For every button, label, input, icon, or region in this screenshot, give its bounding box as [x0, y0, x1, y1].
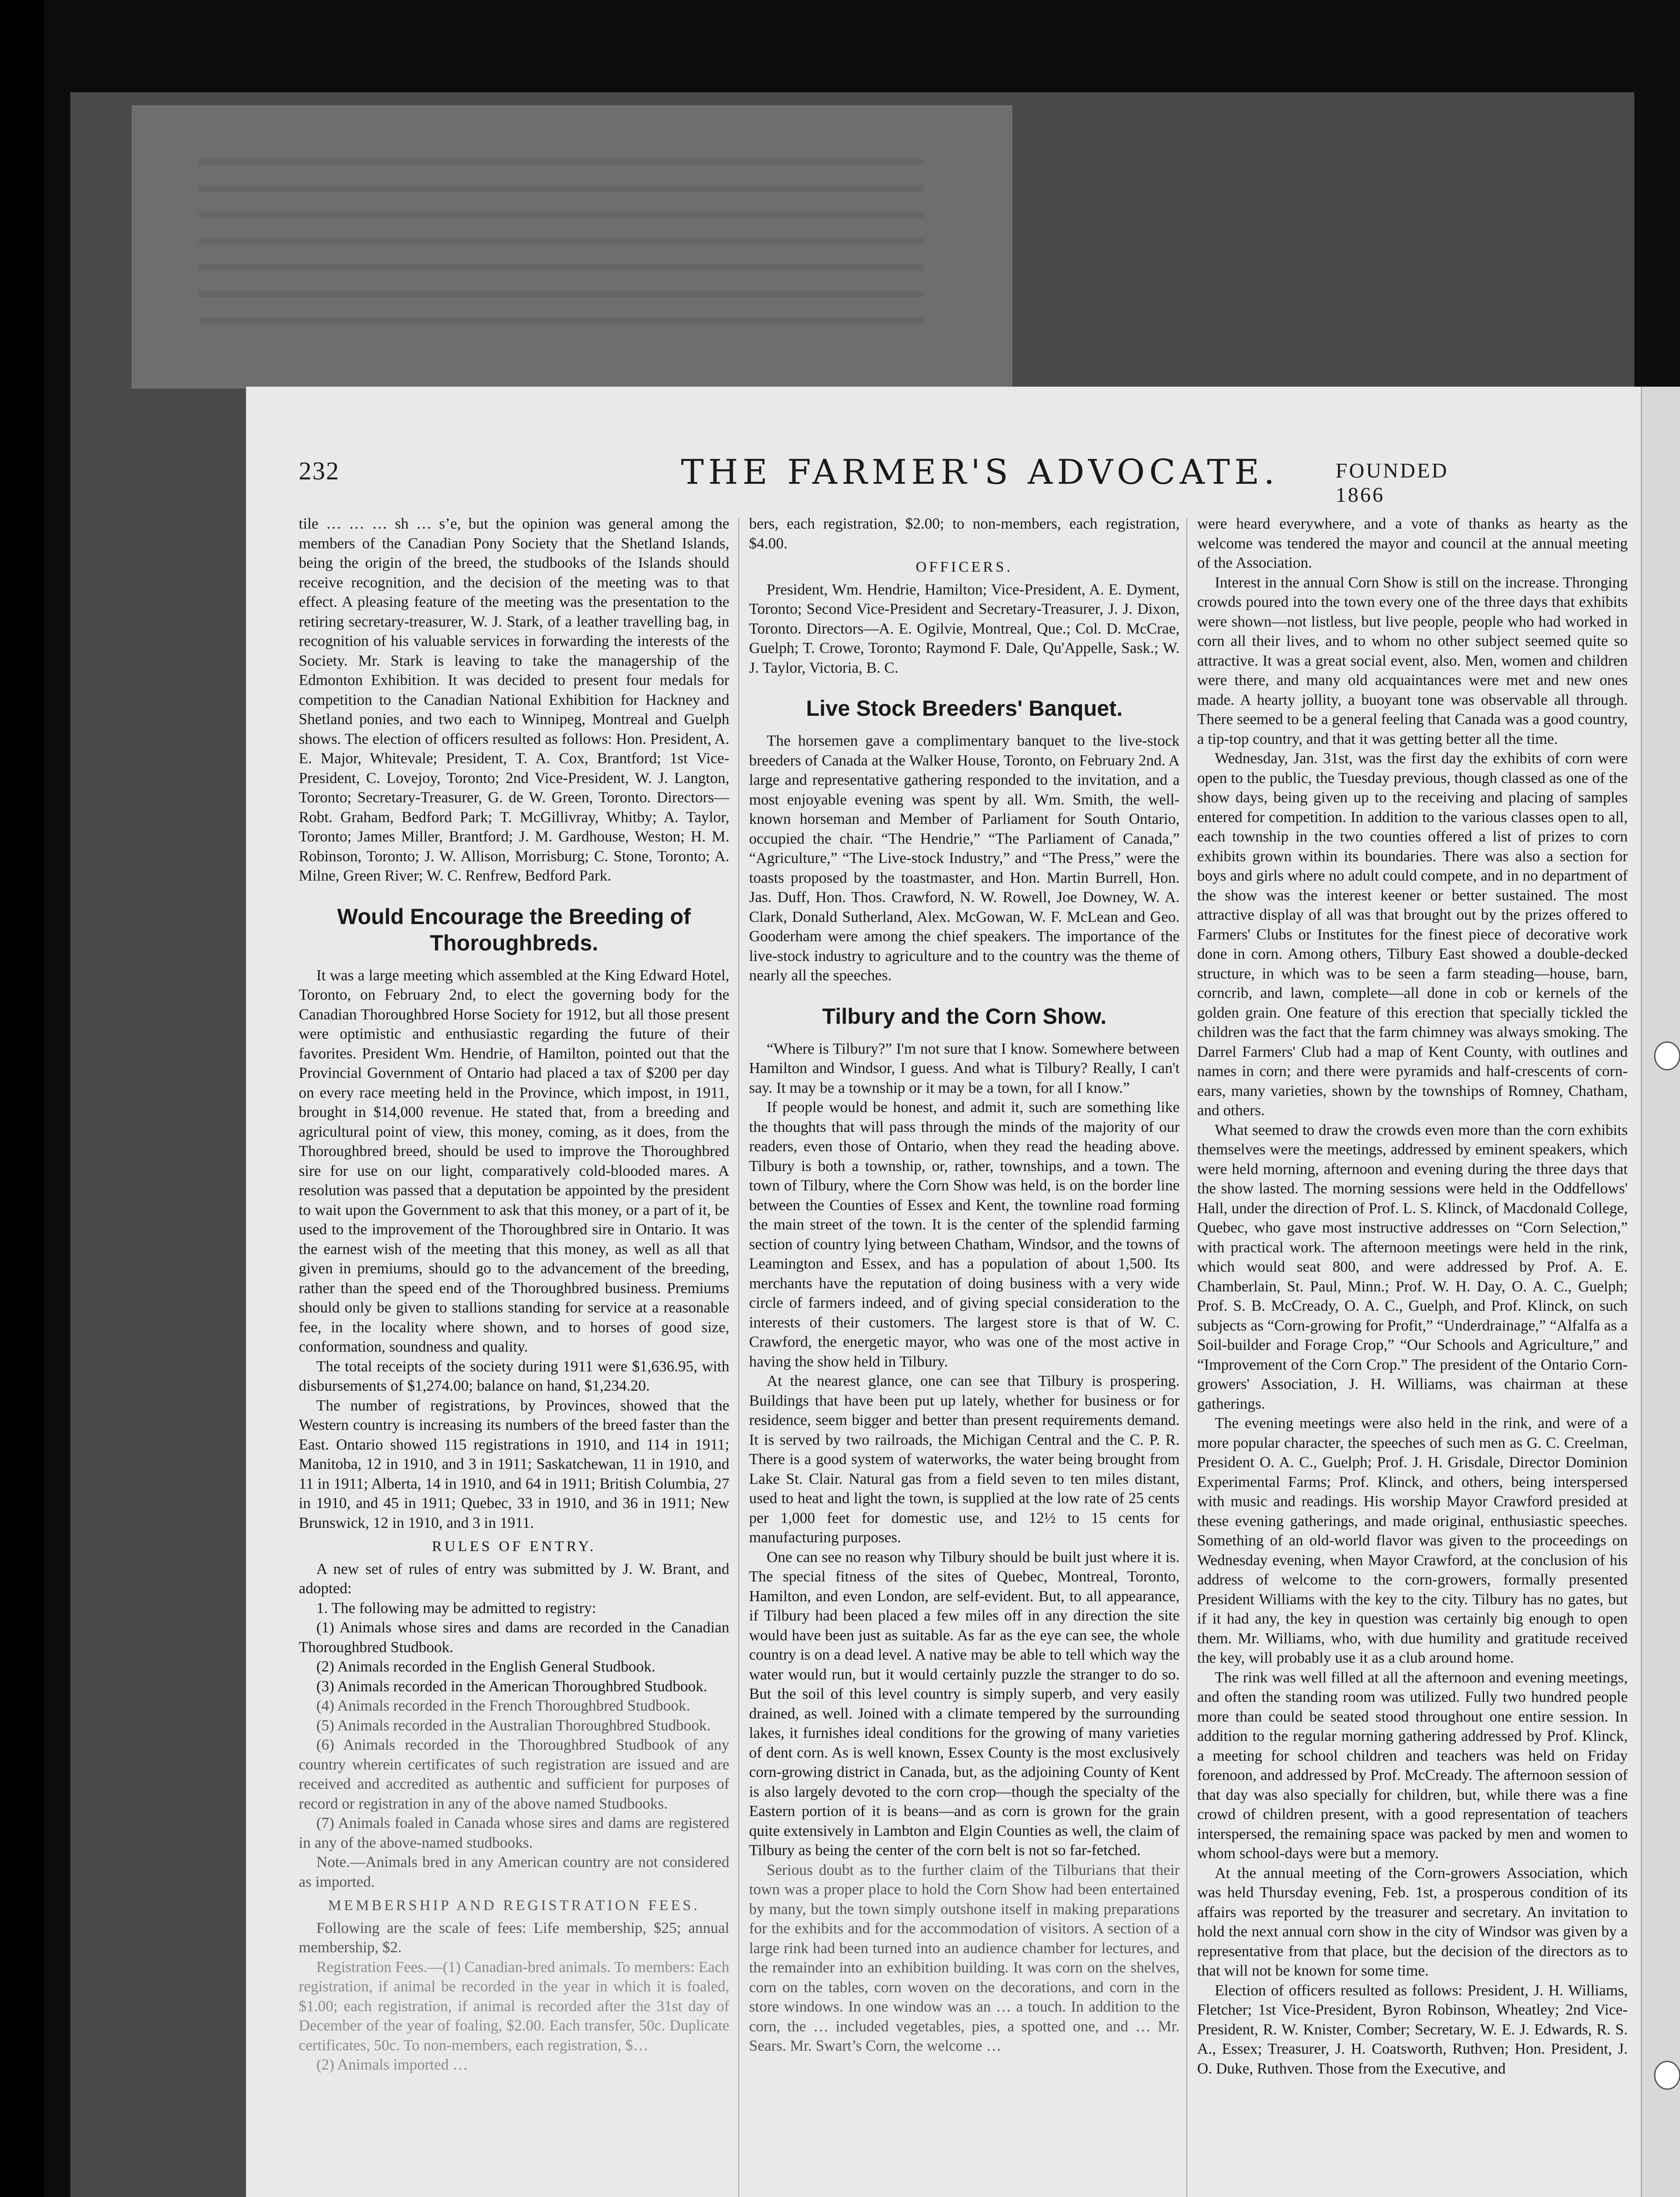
article-heading: Tilbury and the Corn Show.	[822, 1004, 1107, 1029]
article-paragraph: (3) Animals recorded in the American Thoroughbred Studbook.	[316, 1677, 707, 1695]
subheading: RULES OF ENTRY.	[432, 1538, 596, 1555]
column-2	[749, 514, 1180, 2056]
subheading: OFFICERS.	[916, 559, 1013, 575]
article-paragraph: At the annual meeting of the Corn-growers Association, which was held Thursday evening, Feb. 1st, a prosperous condition of its affairs was reported by the treasurer and secretary. An invitation to hold the next annual corn show in the city of Windsor was given by a representative from that place, but the decision of the directors as to that will not be known for some time.	[1197, 1864, 1628, 1979]
founded-note: FOUNDED 1866	[1336, 459, 1449, 507]
article-paragraph: (6) Animals recorded in the Thoroughbred Studbook of any country wherein certificates of such registration are issued and are received and accredited as authentic and sufficient for purposes of record or registration in any of the above named Studbooks.	[299, 1736, 729, 1812]
column-1	[299, 514, 729, 2075]
page-edge	[1641, 387, 1680, 2197]
article-paragraph: What seemed to draw the crowds even more than the corn exhibits themselves were the meetings, addressed by eminent speakers, which were held morning, afternoon and evening during the three days that the show lasted. The morning sessions were held in the Oddfellows' Hall, under the direction of Prof. L. S. Klinck, of Macdonald College, Quebec, who gave most instructive addresses on “Corn Selection,” with practical work. The afternoon meetings were held in the rink, which would seat 800, and were addressed by Prof. A. E. Chamberlain, St. Paul, Minn.; Prof. W. H. Day, O. A. C., Guelph; Prof. S. B. McCready, O. A. C., Guelph, and Prof. Klinck, on such subjects as “Corn-growing for Profit,” “Underdrainage,” “Alfalfa as a Soil-builder and Forage Crop,” “Our Schools and Agriculture,” and “Improvement of the Corn Crop.” The president of the Ontario Corn-growers' Association, J. H. Williams, was chairman at these gatherings.	[1197, 1121, 1628, 1412]
subheading: MEMBERSHIP AND REGISTRATION FEES.	[328, 1897, 700, 1914]
page-number: 232	[299, 457, 340, 485]
article-paragraph: At the nearest glance, one can see that Tilbury is prospering. Buildings that have been put up lately, whether for business or for residence, seem bigger and better than present requirements demand. It is served by two railroads, the Michigan Central and the C. P. R. There is a good system of waterworks, the water being brought from Lake St. Clair. Natural gas from a field seven to ten miles distant, used to heat and light the town, is supplied at the low rate of 25 cents per 1,000 feet for domestic use, and 12½ to 15 cents for manufacturing purposes.	[749, 1372, 1180, 1546]
article-paragraph: (1) Animals whose sires and dams are recorded in the Canadian Thoroughbred Studbook.	[299, 1619, 729, 1656]
article-paragraph: were heard everywhere, and a vote of thanks as hearty as the welcome was tendered the mayor and council at the annual meeting of the Association.	[1197, 515, 1628, 571]
article-paragraph: If people would be honest, and admit it, such are something like the thoughts that will pass through the minds of the majority of our readers, even those of Ontario, when they read the heading above. Tilbury is both a township, or, rather, townships, and a town. The town of Tilbury, where the Corn Show was held, is on the border line between the Counties of Essex and Kent, the townline road forming the main street of the town. It is the center of the splendid farming section of country lying between Chatham, Windsor, and the towns of Leamington and Essex, and has a population of about 1,500. Its merchants have the reputation of doing business with a very wide circle of farmers indeed, and of giving special consideration to the interests of their customers. The largest store is that of W. C. Crawford, the energetic mayor, who was one of the most active in having the show held in Tilbury.	[749, 1098, 1180, 1370]
article-paragraph: Note.—Animals bred in any American country are not considered as imported.	[299, 1853, 729, 1890]
article-paragraph: Serious doubt as to the further claim of the Tilburians that their town was a proper place to hold the Corn Show had been entertained by many, but the town simply outshone itself in making preparations for the exhibits and for the accommodation of visitors. A section of a large rink had been turned into an audience chamber for lectures, and the remainder into an exhibition building. It was corn on the shelves, corn on the tables, corn woven on the decorations, and corn in the store windows. In one window was an … a touch. In addition to the corn, the … included vegetables, pies, a spotted one, and … Mr. Sears. Mr. Swart’s Corn, the welcome …	[749, 1861, 1180, 2054]
article-paragraph: tile … … … sh … s’e, but the opinion was general among the members of the Canadian Pony Society that the Shetland Islands, being the origin of the breed, the studbooks of the Islands should receive recognition, and the decision of the meeting was to that effect. A pleasing feature of the meeting was the presentation to the retiring secretary-treasurer, W. J. Stark, of a leather travelling bag, in recognition of his valuable services in forwarding the interests of the Society. Mr. Stark is leaving to take the managership of the Edmonton Exhibition. It was decided to present four medals for competition to the Canadian National Exhibition for Hackney and Shetland ponies, and two each to Winnipeg, Montreal and Guelph shows. The election of officers resulted as follows: Hon. President, A. E. Major, Whitevale; President, T. A. Cox, Brantford; 1st Vice-President, C. Lovejoy, Toronto; 2nd Vice-President, W. J. Langton, Toronto; Secretary-Treasurer, G. de W. Green, Toronto. Directors—Robt. Graham, Bedford Park; T. McGillivray, Whitby; A. Taylor, Toronto; James Miller, Brantford; J. M. Gardhouse, Weston; H. M. Robinson, Toronto; J. W. Allison, Morrisburg; C. Stone, Toronto; A. Milne, Green River; W. C. Renfrew, Bedford Park.	[299, 515, 729, 884]
article-heading: Live Stock Breeders' Banquet.	[806, 696, 1123, 721]
article-paragraph: President, Wm. Hendrie, Hamilton; Vice-President, A. E. Dyment, Toronto; Second Vice-President and Secretary-Treasurer, J. J. Dixon, Toronto. Directors—A. E. Ogilvie, Montreal, Que.; Col. D. McCrae, Guelph; T. Crowe, Toronto; Raymond F. Dale, Qu'Appelle, Sask.; W. J. Taylor, Victoria, B. C.	[749, 580, 1180, 676]
article-paragraph: The rink was well filled at all the afternoon and evening meetings, and often the standing room was utilized. Fully two hundred people more than could be seated stood throughout one entire session. In addition to the regular morning gathering addressed by Prof. Klinck, a meeting for school children and teachers was held on Friday forenoon, and addressed by Prof. McCready. The afternoon session of that day was also specially for children, but, while there was a fine crowd of children present, with a good representation of teachers interspersed, the remaining space was packed by men and women to whom school-days were but a memory.	[1197, 1668, 1628, 1862]
article-paragraph: Election of officers resulted as follows: President, J. H. Williams, Fletcher; 1st Vice-President, Byron Robinson, Wheatley; 2nd Vice-President, R. W. Knister, Comber; Secretary, W. E. J. Edwards, R. S. A., Essex; Treasurer, J. H. Coatsworth, Ruthven; Hon. President, J. O. Duke, Ruthven. Those from the Executive, and	[1197, 1981, 1628, 2077]
article-paragraph: Following are the scale of fees: Life membership, $25; annual membership, $2.	[299, 1919, 729, 1956]
binding-hole	[1654, 1041, 1680, 1070]
article-paragraph: One can see no reason why Tilbury should be built just where it is. The special fitness of the sites of Quebec, Montreal, Toronto, Hamilton, and even London, are self-evident. But, to all appearance, if Tilbury had been placed a few miles off in any direction the site would have been just as suitable. As far as the eye can see, the whole country is on a dead level. A native may be able to tell which way the water would run, but it would certainly puzzle the stranger to do so. But the soil of this level country is simply superb, and very easily drained, as well. Joined with a climate tempered by the surrounding lakes, it furnishes ideal conditions for the growing of many varieties of dent corn. As is well known, Essex County is the most exclusively corn-growing district in Canada, but, as the adjoining County of Kent is also largely devoted to the corn crop—though the specialty of the Eastern portion of it is beans—and as corn is grown for the grain quite extensively in Lambton and Elgin Counties as well, the claim of Tilbury as being the center of the corn belt is not so far-fetched.	[749, 1548, 1180, 1859]
article-paragraph: The evening meetings were also held in the rink, and were of a more popular character, the speeches of such men as G. C. Creelman, President O. A. C., Guelph; Prof. J. H. Grisdale, Director Dominion Experimental Farms; Prof. Klinck, and others, being interspersed with music and readings. His worship Mayor Crawford presided at these evening gatherings, and made original, enthusiastic speeches. Something of an old-world flavor was given to the proceedings on Wednesday evening, when Mayor Crawford, at the conclusion of his address of welcome to the corn-growers, formally presented President Williams with the key to the city. Tilbury has no gates, but if it had any, the key in question was certainly big enough to open them. Mr. Williams, who, with due humility and gratitude received the key, will probably use it as a club around home.	[1197, 1414, 1628, 1666]
article-paragraph: Wednesday, Jan. 31st, was the first day the exhibits of corn were open to the public, the Tuesday previous, though classed as one of the show days, being given up to the receiving and placing of samples entered for competition. In addition to the various classes open to all, each township in the two counties offered a list of prizes to corn exhibits grown within its boundaries. There was also a section for boys and girls where no adult could compete, and in no department of the show was the interest keener or better sustained. The most attractive display of all was that brought out by the prizes offered to Farmers' Clubs or Institutes for the finest piece of decorative work done in corn. Among others, Tilbury East showed a double-decked structure, in which was to be seen a farm steading—house, barn, corncrib, and lawn, complete—all done in cob or kernels of the golden grain. One feature of this erection that specially tickled the children was the fact that the farm chimney was always smoking. The Darrel Farmers' Club had a map of Kent County, with outlines and names in corn; and there were pyramids and half-crescents of corn-ears, many varieties, shown by the townships of Romney, Chatham, and others.	[1197, 750, 1628, 1119]
article-paragraph: The total receipts of the society during 1911 were $1,636.95, with disbursements of $1,274.00; balance on hand, $1,234.20.	[299, 1357, 729, 1394]
article-paragraph: A new set of rules of entry was submitted by J. W. Brant, and adopted:	[299, 1560, 729, 1597]
article-paragraph: It was a large meeting which assembled at the King Edward Hotel, Toronto, on February 2nd, to elect the governing body for the Canadian Thoroughbred Horse Society for 1912, but all those present were optimistic and enthusiastic regarding the future of their favorites. President Wm. Hendrie, of Hamilton, pointed out that the Provincial Government of Ontario had placed a tax of $200 per day on every race meeting held in the Province, which impost, in 1911, brought in $14,000 revenue. He stated that, from a breeding and agricultural point of view, this money, coming, as it does, from the Thoroughbred breed, should be used to improve the Thoroughbred sire for use on our light, comparatively cold-blooded mares. A resolution was passed that a deputation be appointed by the president to wait upon the Government to ask that this money, or a part of it, be used to the improvement of the Thoroughbred sire in Ontario. It was the earnest wish of the meeting that this money, as well as all that given in premiums, should go to the advancement of the breeding, rather than the speed end of the Thoroughbred business. Premiums should only be given to stallions standing for service at a reasonable fee, in the locality where shown, and to horses of good size, conformation, soundness and quality.	[299, 966, 729, 1355]
column-3	[1197, 514, 1628, 2078]
masthead: THE FARMER'S ADVOCATE.	[681, 453, 1279, 492]
page-header	[299, 453, 1494, 507]
article-paragraph: The horsemen gave a complimentary banquet to the live-stock breeders of Canada at the Walker House, Toronto, on February 2nd. A large and representative gathering responded to the invitation, and a most enjoyable evening was spent by all. Wm. Smith, the well-known horseman and Member of Parliament for South Ontario, occupied the chair. “The Hendrie,” “The Parliament of Canada,” “Agriculture,” “The Live-stock Industry,” and “The Press,” were the toasts proposed by the toastmaster, and Hon. Martin Burrell, Hon. Jas. Duff, Hon. Thos. Crawford, N. W. Rowell, Joe Downey, W. A. Clark, Donald Sutherland, Alex. McGowan, W. F. McLean and Geo. Gooderham were among the chief speakers. The importance of the live-stock industry to agriculture and to the country was the theme of nearly all the speeches.	[749, 732, 1180, 984]
article-paragraph: (2) Animals recorded in the English General Studbook.	[316, 1658, 655, 1675]
article-paragraph: (5) Animals recorded in the Australian Thoroughbred Studbook.	[316, 1716, 711, 1734]
newspaper-page	[246, 387, 1680, 2197]
article-paragraph: (4) Animals recorded in the French Thoroughbred Studbook.	[316, 1697, 690, 1714]
article-paragraph: The number of registrations, by Provinces, showed that the Western country is increasing its numbers of the breed faster than the East. Ontario showed 115 registrations in 1910, and 114 in 1911; Manitoba, 12 in 1910, and 3 in 1911; Saskatchewan, 11 in 1910, and 11 in 1911; Alberta, 14 in 1910, and 64 in 1911; British Columbia, 27 in 1910, and 45 in 1911; Quebec, 33 in 1910, and 36 in 1911; New Brunswick, 12 in 1910, and 3 in 1911.	[299, 1396, 729, 1531]
underlying-page	[132, 105, 1012, 388]
binding-hole	[1654, 2061, 1680, 2090]
article-paragraph: Registration Fees.—(1) Canadian-bred animals. To members: Each registration, if animal be recorded in the year in which it is foaled, $1.00; each registration, if animal is recorded after the 31st day of December of the year of foaling, $2.00. Each transfer, 50c. Duplicate certificates, 50c. To non-members, each registration, $…	[299, 1958, 729, 2054]
article-heading: Would Encourage the Breeding of Thoroughbreds.	[337, 904, 691, 955]
article-paragraph: (7) Animals foaled in Canada whose sires and dams are registered in any of the above-named studbooks.	[299, 1814, 729, 1851]
article-paragraph: “Where is Tilbury?” I'm not sure that I know. Somewhere between Hamilton and Windsor, I guess. And what is Tilbury? Really, I can't say. It may be a township or it may be a town, for all I know.”	[749, 1040, 1180, 1096]
article-paragraph: bers, each registration, $2.00; to non-members, each registration, $4.00.	[749, 515, 1180, 552]
article-paragraph: Interest in the annual Corn Show is still on the increase. Thronging crowds poured into the town every one of the three days that exhibits were shown—not listless, but live people, people who had worked in corn all their lives, and to whom no other subject seemed quite so attractive. It was a great social event, also. Men, women and children were there, and many old acquaintances were met and new ones made. A hearty jollity, a buoyant tone was observable all through. There seemed to be a general feeling that Canada was a good country, a tip-top country, and that it was getting better all the time.	[1197, 573, 1628, 747]
column-rule	[1186, 518, 1188, 2197]
article-paragraph: 1. The following may be admitted to registry:	[316, 1599, 597, 1617]
column-rule	[738, 518, 739, 2197]
article-paragraph: (2) Animals imported …	[316, 2056, 468, 2073]
